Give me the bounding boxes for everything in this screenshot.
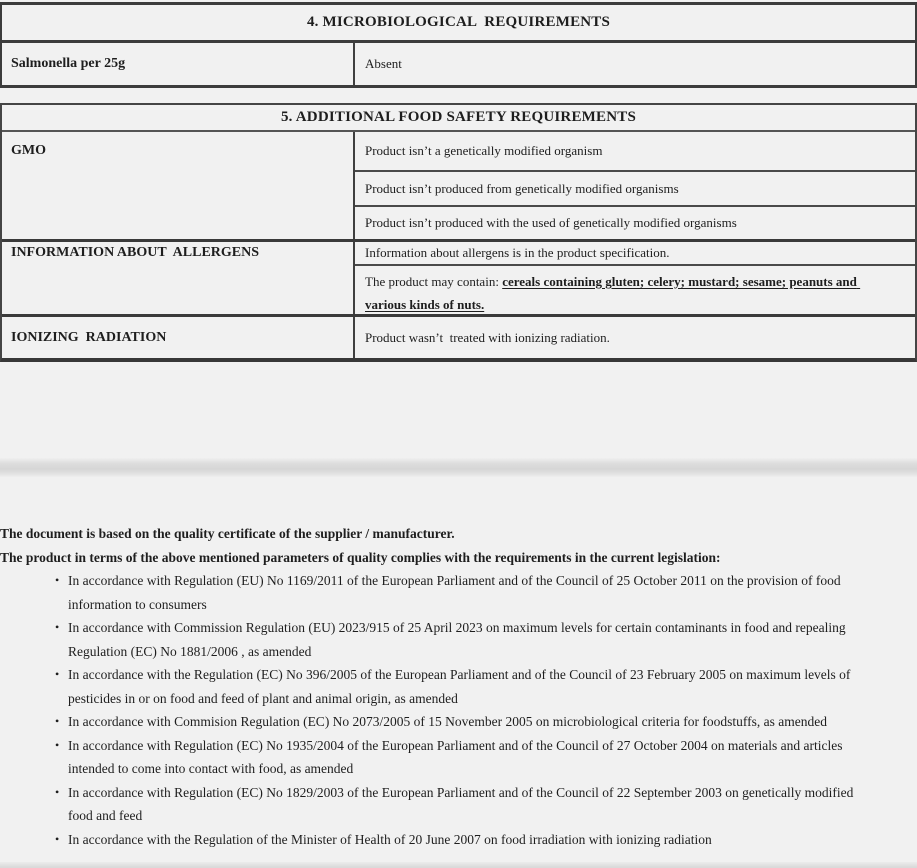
note-line-2: The product in terms of the above mentioned parameters of quality complies with the requirements in the current legislation: [0,549,721,565]
note-line-1: The document is based on the quality certificate of the supplier / manufacturer. [0,526,455,541]
gmo-values [355,132,915,239]
list-item: • In accordance with Regulation (EC) No 1829/2003 of the European Parliament and of the Council of 22 September 2003 on genetically modified food and feed [55,781,917,828]
allergens-row-group [2,239,915,314]
microbiological-requirements-table [0,2,917,88]
allergens-label: INFORMATION ABOUT ALLERGENS [2,242,355,314]
gmo-value-2: Product isn’t produced from genetically modified organisms [355,170,915,205]
gmo-value-3: Product isn’t produced with the used of genetically modified organisms [355,205,915,239]
additional-food-safety-table [0,103,917,362]
legislation-notes [0,522,917,851]
table-row [2,43,915,85]
may-contain-allergen-list: cereals containing gluten; celery; mustard; sesame; peanuts and various kinds of nuts. [365,274,861,312]
list-item: • In accordance with Regulation (EU) No 1169/2011 of the European Parliament and of the Council of 25 October 2011 on the provision of food information to consumers [55,569,917,616]
value-cell-salmonella: Absent [365,56,402,71]
parameter-cell-salmonella: Salmonella per 25g [2,43,355,85]
ionizing-radiation-row-group [2,314,915,358]
page-break-bar [0,458,917,477]
ionizing-radiation-label: IONIZING RADIATION [2,317,355,358]
section5-title: 5. ADDITIONAL FOOD SAFETY REQUIREMENTS [2,105,915,132]
list-item: • In accordance with Commission Regulation (EU) 2023/915 of 25 April 2023 on maximum levels for certain contaminants in food and repealing Regulation (EC) No 1881/2006 , as amended [55,616,917,663]
list-item: • In accordance with the Regulation (EC) No 396/2005 of the European Parliament and of the Council of 23 February 2005 on maximum levels of pesticides in or on food and feed of plant and animal origin, as amended [55,663,917,710]
allergens-value-1: Information about allergens is in the product specification. [365,245,670,260]
ionizing-radiation-values [355,317,915,358]
list-item: • In accordance with Commision Regulation (EC) No 2073/2005 of 15 November 2005 on microbiological criteria for foodstuffs, as amended [55,710,917,734]
list-item: • In accordance with Regulation (EC) No 1935/2004 of the European Parliament and of the Council of 27 October 2004 on materials and articles intended to come into contact with food, as amended [55,734,917,781]
allergens-values [355,242,915,314]
list-item: • In accordance with the Regulation of the Minister of Health of 20 June 2007 on food irradiation with ionizing radiation [55,828,917,852]
gmo-value-1: Product isn’t a genetically modified organism [365,143,603,158]
may-contain-prefix: The product may contain: [365,274,503,289]
ionizing-radiation-value: Product wasn’t treated with ionizing radiation. [365,329,610,345]
gmo-row-group [2,132,915,239]
allergens-value-2 [355,264,915,314]
page-break-bar-bottom [0,862,917,868]
legislation-list [0,569,917,851]
gmo-label: GMO [2,132,355,239]
section4-title: 4. MICROBIOLOGICAL REQUIREMENTS [2,5,915,43]
